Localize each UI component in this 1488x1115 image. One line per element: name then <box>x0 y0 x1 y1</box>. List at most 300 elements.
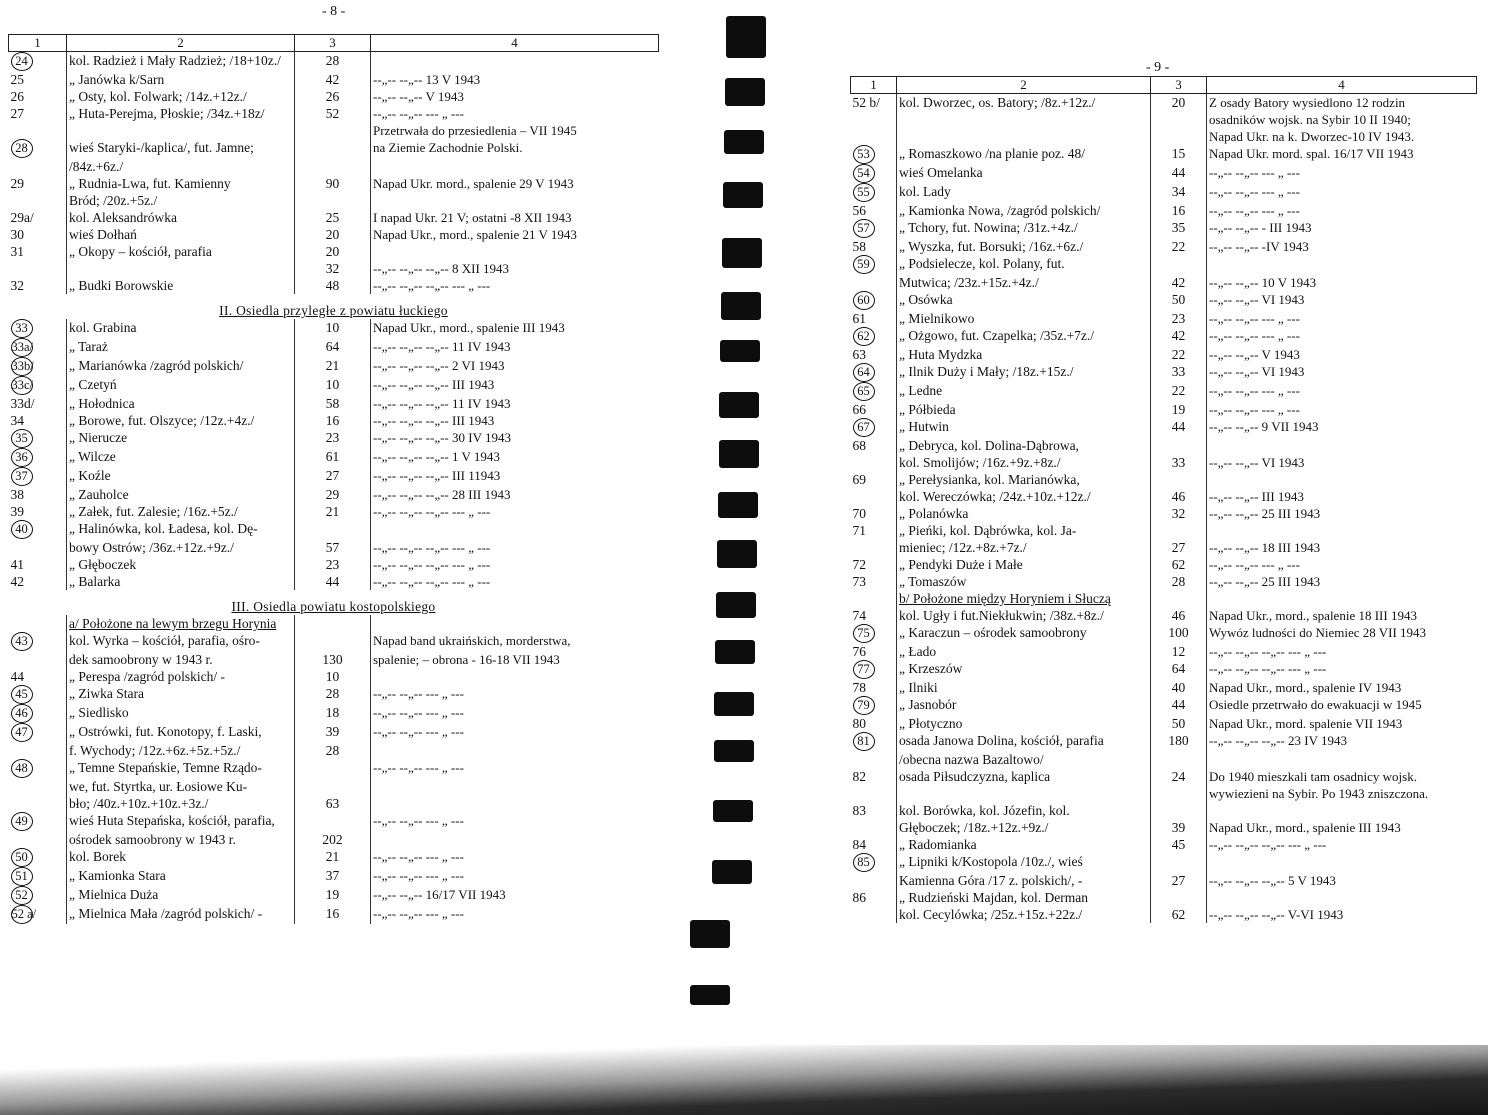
table-row <box>9 412 659 429</box>
row-number-cell <box>9 412 67 429</box>
settlement-name-cell <box>67 158 295 175</box>
settlement-name: wieś Omelanka <box>899 165 983 180</box>
table-row <box>9 723 659 742</box>
note-cell: --„-- --„-- --- „ --- <box>1209 557 1300 572</box>
right-page <box>828 0 1473 1040</box>
section-heading: II. Osiedla przyległe z powiatu łuckiego <box>219 303 448 318</box>
settlement-name-cell <box>897 556 1151 573</box>
count-cell: 46 <box>1151 488 1207 505</box>
table-row <box>851 346 1477 363</box>
settlement-name: kol. Wyrka – kościół, parafia, ośro- <box>69 633 260 648</box>
note-cell <box>1207 590 1477 607</box>
table-row <box>851 202 1477 219</box>
table-row <box>851 454 1477 471</box>
settlement-name-cell <box>67 486 295 503</box>
row-number-cell <box>9 905 67 924</box>
table-row <box>9 742 659 759</box>
settlement-name: „ Płotyczno <box>899 716 963 731</box>
settlement-name: „ Ilnik Duży i Mały; /18z.+15z./ <box>899 364 1074 379</box>
binding-ring <box>713 800 753 822</box>
count-cell: 42 <box>1151 274 1207 291</box>
row-number-cell <box>9 831 67 848</box>
settlement-name-cell <box>67 209 295 226</box>
row-number-cell <box>851 624 897 643</box>
settlement-name-cell <box>67 795 295 812</box>
settlement-name-cell <box>67 105 295 122</box>
table-row <box>9 260 659 277</box>
count-cell: 37 <box>295 867 371 886</box>
count-cell <box>295 759 371 778</box>
circled-row-number: 81 <box>853 732 875 751</box>
settlement-name-cell <box>67 704 295 723</box>
count-cell: 25 <box>295 209 371 226</box>
settlement-name: „ Siedlisko <box>69 705 129 720</box>
subsection-heading-cell <box>897 590 1151 607</box>
count-cell: 44 <box>1151 418 1207 437</box>
column-header: 4 <box>371 35 659 52</box>
row-number: 30 <box>10 227 24 242</box>
note-cell <box>1207 751 1477 768</box>
table-row <box>9 486 659 503</box>
settlement-table <box>8 34 659 924</box>
table-row <box>851 418 1477 437</box>
settlement-name-cell <box>897 768 1151 785</box>
note-cell: Napad Ukr. mord. spal. 16/17 VII 1943 <box>1209 146 1414 161</box>
note-cell: --„-- --„-- 9 VII 1943 <box>1209 419 1319 434</box>
row-number: 34 <box>10 413 24 428</box>
note-cell <box>1207 853 1477 872</box>
settlement-name: „ Perespa /zagród polskich/ - <box>69 669 225 684</box>
table-row <box>851 219 1477 238</box>
settlement-name: kol. Lady <box>899 184 951 199</box>
table-row <box>851 819 1477 836</box>
row-number-cell <box>9 503 67 520</box>
note-cell <box>371 742 659 759</box>
note-cell: --„-- --„-- --„-- 11 IV 1943 <box>373 339 511 354</box>
note-cell: --„-- --„-- 25 III 1943 <box>1209 574 1321 589</box>
settlement-name: /84z.+6z./ <box>69 159 124 174</box>
note-cell: --„-- --„-- --„-- III 11943 <box>373 468 501 483</box>
circled-row-number: 50 <box>11 848 33 867</box>
settlement-name: „ Lipniki k/Kostopola /10z./, wieś <box>899 854 1083 869</box>
settlement-name: „ Wyszka, fut. Borsuki; /16z.+6z./ <box>899 239 1084 254</box>
row-number: 76 <box>852 644 866 659</box>
settlement-name-cell <box>67 742 295 759</box>
row-number: 58 <box>852 239 866 254</box>
settlement-name-cell <box>897 889 1151 906</box>
table-row <box>851 751 1477 768</box>
row-number-cell <box>851 164 897 183</box>
row-number: 73 <box>852 574 866 589</box>
settlement-name-cell <box>67 429 295 448</box>
row-number-cell <box>851 556 897 573</box>
circled-row-number: 51 <box>11 867 33 886</box>
settlement-name-cell <box>897 471 1151 488</box>
row-number-cell <box>9 88 67 105</box>
count-cell: 57 <box>295 539 371 556</box>
table-row <box>9 886 659 905</box>
table-row <box>851 768 1477 785</box>
binding-ring <box>716 592 756 618</box>
settlement-name: „ Hutwin <box>899 419 949 434</box>
settlement-name: dek samoobrony w 1943 r. <box>69 652 213 667</box>
table-row <box>851 643 1477 660</box>
table-row <box>851 539 1477 556</box>
settlement-name: kol. Radzież i Mały Radzież; /18+10z./ <box>69 53 281 68</box>
note-cell: --„-- --„-- - III 1943 <box>1209 220 1312 235</box>
settlement-name-cell <box>67 905 295 924</box>
left-page <box>0 0 660 1000</box>
table-row <box>851 437 1477 454</box>
settlement-name: „ Radomianka <box>899 837 977 852</box>
settlement-name: kol. Aleksandrówka <box>69 210 177 225</box>
circled-row-number: 33c/ <box>11 376 33 395</box>
settlement-name: „ Temne Stepańskie, Temne Rządo- <box>69 760 262 775</box>
settlement-name-cell <box>897 437 1151 454</box>
row-number: 33d/ <box>10 396 35 411</box>
settlement-name-cell <box>897 802 1151 819</box>
settlement-name-cell <box>67 723 295 742</box>
settlement-name: „ Łado <box>899 644 937 659</box>
row-number: 72 <box>852 557 866 572</box>
row-number-cell <box>9 448 67 467</box>
count-cell <box>1151 590 1207 607</box>
settlement-name-cell <box>67 412 295 429</box>
row-number: 31 <box>10 244 24 259</box>
row-number-cell <box>851 715 897 732</box>
settlement-name-cell <box>67 376 295 395</box>
settlement-name: „ Koźle <box>69 468 111 483</box>
binding-ring <box>714 740 754 762</box>
row-number: 32 <box>10 278 24 293</box>
count-cell: 100 <box>1151 624 1207 643</box>
settlement-name: „ Romaszkowo <box>899 146 982 161</box>
subsection-heading-cell <box>67 615 295 632</box>
row-number-cell <box>851 732 897 751</box>
row-number-cell <box>851 802 897 819</box>
note-cell: --„-- --„-- --„-- --- „ --- <box>373 557 491 572</box>
settlement-name: „ Debryca, kol. Dolina-Dąbrowa, <box>899 438 1079 453</box>
circled-row-number: 40 <box>11 520 33 539</box>
table-row <box>9 122 659 139</box>
count-cell: 19 <box>1151 401 1207 418</box>
count-cell: 18 <box>295 704 371 723</box>
settlement-name: kol. Smolijów; /16z.+9z.+8z./ <box>899 455 1061 470</box>
note-cell <box>371 243 659 260</box>
note-cell: --„-- --„-- --- „ --- <box>373 705 464 720</box>
table-row <box>9 812 659 831</box>
subsection-heading-row <box>9 615 659 632</box>
table-row <box>9 685 659 704</box>
circled-row-number: 55 <box>853 183 875 202</box>
column-header: 3 <box>1151 77 1207 94</box>
settlement-name: kol. Grabina <box>69 320 137 335</box>
handwritten-note: /na planie poz. 48/ <box>985 146 1085 161</box>
note-cell: wywiezieni na Sybir. Po 1943 zniszczona. <box>1209 786 1429 801</box>
note-cell <box>1207 802 1477 819</box>
note-cell: --„-- --„-- --„-- --- „ --- <box>373 574 491 589</box>
count-cell <box>1151 255 1207 274</box>
table-row <box>9 139 659 158</box>
settlement-name-cell <box>897 488 1151 505</box>
table-row <box>851 872 1477 889</box>
note-cell: --„-- --„-- --„-- --- „ --- <box>1209 661 1327 676</box>
settlement-name: „ Mielnikowo <box>899 311 975 326</box>
settlement-name: „ Ilniki <box>899 680 938 695</box>
table-row <box>851 836 1477 853</box>
settlement-name-cell <box>897 751 1151 768</box>
settlement-name: „ Budki Borowskie <box>69 278 174 293</box>
count-cell: 10 <box>295 376 371 395</box>
table-row <box>9 448 659 467</box>
count-cell <box>1151 111 1207 128</box>
table-row <box>9 226 659 243</box>
settlement-name: „ Hołodnica <box>69 396 135 411</box>
table-row <box>851 128 1477 145</box>
count-cell: 21 <box>295 848 371 867</box>
row-number-cell <box>851 145 897 164</box>
note-cell: Z osady Batory wysiedlono 12 rodzin <box>1209 95 1406 110</box>
subsection-heading: a/ Położone na lewym brzegu Horynia <box>69 616 277 631</box>
settlement-name: bło; /40z.+10z.+10z.+3z./ <box>69 796 209 811</box>
table-row <box>9 52 659 72</box>
settlement-name: Bród; /20z.+5z./ <box>69 193 158 208</box>
circled-row-number: 64 <box>853 363 875 382</box>
row-number-cell <box>9 778 67 795</box>
row-number-cell <box>851 836 897 853</box>
settlement-name: „ Wilcze <box>69 449 116 464</box>
table-row <box>9 520 659 539</box>
note-cell: --„-- --„-- --„-- 11 IV 1943 <box>373 396 511 411</box>
row-number-cell <box>851 522 897 539</box>
count-cell: 32 <box>295 260 371 277</box>
row-number: 83 <box>852 803 866 818</box>
settlement-name-cell <box>67 812 295 831</box>
settlement-name: /obecna nazwa Bazaltowo/ <box>899 752 1044 767</box>
note-cell: --„-- --„-- --- „ --- <box>1209 184 1300 199</box>
table-row <box>9 651 659 668</box>
binding-ring <box>721 292 761 320</box>
circled-row-number: 67 <box>853 418 875 437</box>
row-number: 38 <box>10 487 24 502</box>
circled-row-number: 53 <box>853 145 875 164</box>
circled-row-number: 54 <box>853 164 875 183</box>
note-cell <box>1207 437 1477 454</box>
settlement-name-cell <box>897 238 1151 255</box>
table-header-row <box>851 77 1477 94</box>
settlement-name: kol. Ugły i fut.Niekłukwin; /38z.+8z./ <box>899 608 1104 623</box>
settlement-name-cell <box>67 759 295 778</box>
note-cell: --„-- --„-- --„-- --- „ --- <box>373 504 491 519</box>
row-number-cell <box>9 886 67 905</box>
note-cell: Osiedle przetrwało do ewakuacji w 1945 <box>1209 697 1422 712</box>
row-number-cell <box>9 357 67 376</box>
row-number: 25 <box>10 72 24 87</box>
settlement-name-cell <box>897 906 1151 923</box>
settlement-name-cell <box>897 310 1151 327</box>
row-number-cell <box>851 310 897 327</box>
note-cell: --„-- --„-- 25 III 1943 <box>1209 506 1321 521</box>
settlement-name: „ Kamionka Nowa, /zagród polskich/ <box>899 203 1101 218</box>
count-cell: 63 <box>295 795 371 812</box>
table-row <box>851 310 1477 327</box>
count-cell: 20 <box>295 226 371 243</box>
row-number-cell <box>9 260 67 277</box>
count-cell <box>1151 437 1207 454</box>
count-cell: 28 <box>295 742 371 759</box>
count-cell: 61 <box>295 448 371 467</box>
note-cell <box>371 778 659 795</box>
binding-ring <box>719 392 759 418</box>
binding-ring <box>690 920 730 948</box>
count-cell: 28 <box>295 685 371 704</box>
note-cell <box>1207 471 1477 488</box>
note-cell: --„-- --„-- --- „ --- <box>373 106 464 121</box>
table-row <box>851 696 1477 715</box>
settlement-name-cell <box>897 872 1151 889</box>
count-cell: 12 <box>1151 643 1207 660</box>
count-cell: 35 <box>1151 219 1207 238</box>
row-number-cell <box>851 183 897 202</box>
note-cell: --„-- --„-- --„-- 23 IV 1943 <box>1209 733 1347 748</box>
table-row <box>9 905 659 924</box>
binding-ring <box>718 492 758 518</box>
note-cell: --„-- --„-- --„-- 2 VI 1943 <box>373 358 505 373</box>
note-cell: --„-- --„-- V 1943 <box>373 89 464 104</box>
column-header: 4 <box>1207 77 1477 94</box>
circled-row-number: 62 <box>853 327 875 346</box>
settlement-name: kol. Dworzec, os. Batory; /8z.+12z./ <box>899 95 1096 110</box>
row-number-cell <box>9 139 67 158</box>
settlement-name-cell <box>897 274 1151 291</box>
scan-shadow <box>0 1045 1488 1115</box>
row-number-cell <box>9 759 67 778</box>
row-number-cell <box>9 812 67 831</box>
settlement-name-cell <box>897 94 1151 112</box>
table-row <box>9 105 659 122</box>
settlement-name-cell <box>67 88 295 105</box>
note-cell <box>371 668 659 685</box>
circled-row-number: 33b/ <box>11 357 33 376</box>
settlement-name-cell <box>67 175 295 192</box>
note-cell: --„-- --„-- --„-- III 1943 <box>373 377 495 392</box>
note-cell: --„-- --„-- --- „ --- <box>373 760 464 775</box>
note-cell: --„-- --„-- --- „ --- <box>1209 203 1300 218</box>
settlement-name: „ Marianówka /zagród polskich/ <box>69 358 244 373</box>
settlement-name: „ Ożgowo, fut. Czapelka; /35z.+7z./ <box>899 328 1095 343</box>
settlement-name: „ Huta-Perejma, Płoskie; /34z.+18z/ <box>69 106 265 121</box>
count-cell: 22 <box>1151 238 1207 255</box>
settlement-name: „ Mielnica Duża <box>69 887 159 902</box>
settlement-name-cell <box>67 357 295 376</box>
section-heading-cell <box>9 590 659 615</box>
count-cell <box>1151 802 1207 819</box>
count-cell <box>1151 889 1207 906</box>
count-cell <box>295 122 371 139</box>
settlement-name: „ Kamionka Stara <box>69 868 166 883</box>
settlement-name: „ Karaczun – ośrodek samoobrony <box>899 625 1087 640</box>
note-cell: --„-- --„-- VI 1943 <box>1209 364 1305 379</box>
circled-row-number: 46 <box>11 704 33 723</box>
settlement-name-cell <box>67 319 295 338</box>
table-row <box>851 715 1477 732</box>
settlement-name: „ Okopy – kościół, parafia <box>69 244 212 259</box>
settlement-name-cell <box>897 539 1151 556</box>
settlement-name-cell <box>67 668 295 685</box>
count-cell: 62 <box>1151 906 1207 923</box>
row-number: 71 <box>852 523 866 538</box>
count-cell: 19 <box>295 886 371 905</box>
settlement-name-cell <box>67 467 295 486</box>
settlement-name-cell <box>67 226 295 243</box>
note-cell: --„-- --„-- --„-- --- „ --- <box>1209 644 1327 659</box>
table-row <box>851 238 1477 255</box>
count-cell: 39 <box>295 723 371 742</box>
note-cell: --„-- --„-- --„-- 1 V 1943 <box>373 449 500 464</box>
row-number: 68 <box>852 438 866 453</box>
note-cell <box>1207 255 1477 274</box>
row-number-cell <box>9 429 67 448</box>
count-cell <box>295 812 371 831</box>
count-cell <box>295 158 371 175</box>
note-cell: na Ziemie Zachodnie Polski. <box>373 140 523 155</box>
table-row <box>9 209 659 226</box>
circled-row-number: 60 <box>853 291 875 310</box>
circled-row-number: 48 <box>11 759 33 778</box>
settlement-name-cell <box>897 715 1151 732</box>
circled-row-number: 37 <box>11 467 33 486</box>
note-cell: --„-- --„-- --- „ --- <box>373 906 464 921</box>
table-row <box>851 607 1477 624</box>
row-number-cell <box>851 238 897 255</box>
row-number-cell <box>9 520 67 539</box>
row-number-cell <box>851 274 897 291</box>
count-cell: 20 <box>1151 94 1207 112</box>
settlement-name: „ Ziwka Stara <box>69 686 144 701</box>
count-cell <box>1151 853 1207 872</box>
settlement-name: we, fut. Styrtka, ur. Łosiowe Ku- <box>69 779 248 794</box>
row-number-cell <box>851 853 897 872</box>
note-cell: --„-- --„-- --„-- V-VI 1943 <box>1209 907 1344 922</box>
table-header-row <box>9 35 659 52</box>
settlement-name-cell <box>897 522 1151 539</box>
count-cell: 62 <box>1151 556 1207 573</box>
row-number: 78 <box>852 680 866 695</box>
row-number-cell <box>851 573 897 590</box>
count-cell: 29 <box>295 486 371 503</box>
count-cell: 180 <box>1151 732 1207 751</box>
section-heading-row <box>9 294 659 319</box>
table-row <box>9 376 659 395</box>
row-number: 66 <box>852 402 866 417</box>
settlement-name-cell <box>67 260 295 277</box>
row-number-cell <box>851 219 897 238</box>
settlement-name-cell <box>897 607 1151 624</box>
settlement-name-cell <box>67 520 295 539</box>
note-cell: --„-- --„-- 18 III 1943 <box>1209 540 1321 555</box>
row-number-cell <box>9 277 67 294</box>
note-cell: --„-- --„-- 10 V 1943 <box>1209 275 1317 290</box>
table-row <box>851 785 1477 802</box>
row-number-cell <box>851 590 897 607</box>
column-header: 2 <box>897 77 1151 94</box>
row-number: 70 <box>852 506 866 521</box>
count-cell: 10 <box>295 319 371 338</box>
note-cell <box>371 158 659 175</box>
count-cell: 26 <box>295 88 371 105</box>
circled-row-number: 57 <box>853 219 875 238</box>
table-row <box>9 319 659 338</box>
